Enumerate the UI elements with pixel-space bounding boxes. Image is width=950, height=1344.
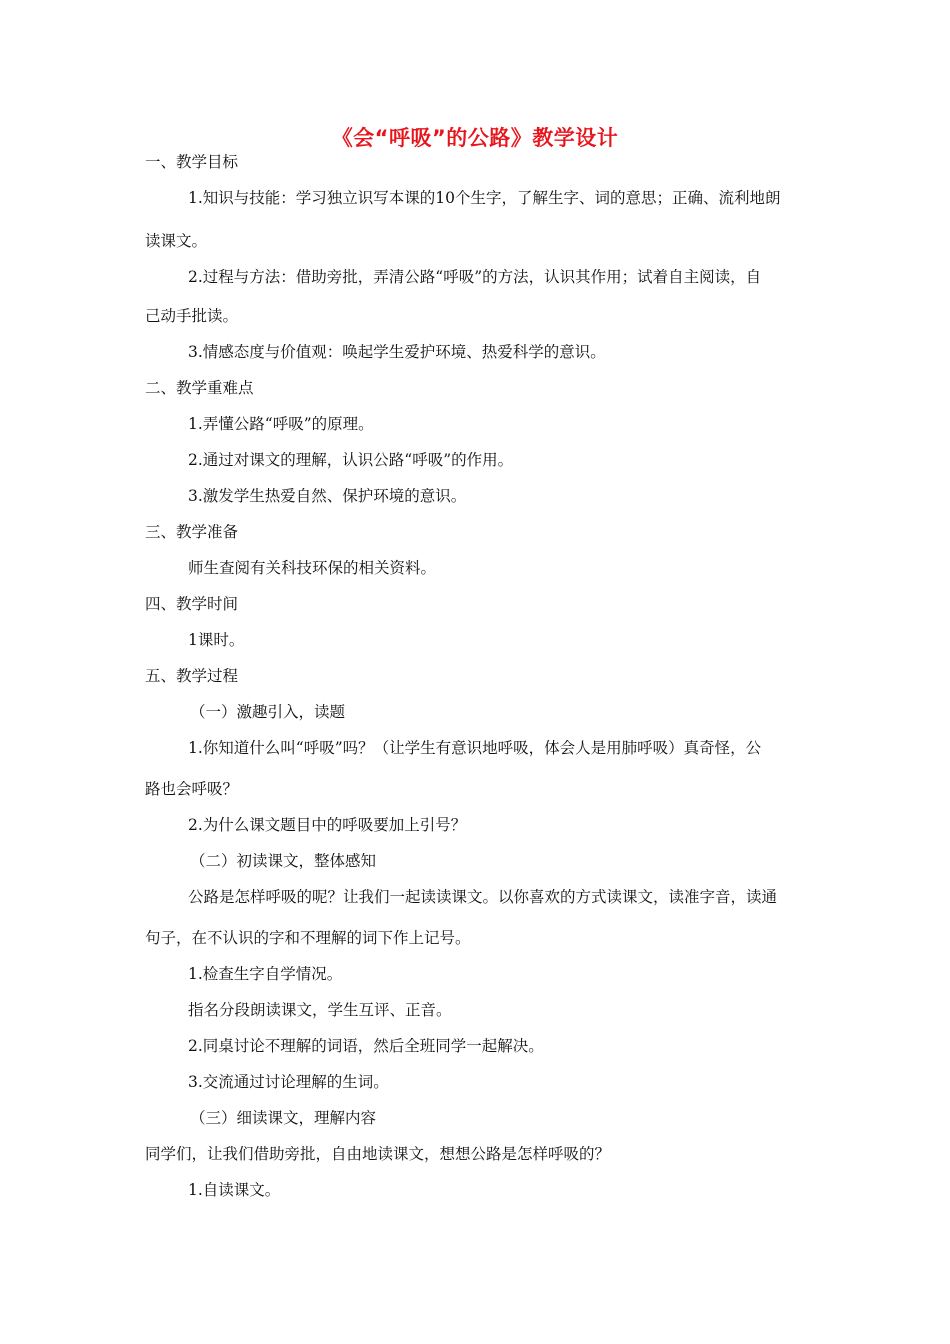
- document-title: 《会“呼吸”的公路》教学设计: [331, 126, 619, 150]
- section-heading: 三、教学准备: [145, 523, 239, 541]
- paragraph-line: 1.弄懂公路“呼吸”的原理。: [188, 415, 374, 433]
- paragraph-line: 1.检查生字自学情况。: [188, 965, 343, 983]
- subsection-heading: （二）初读课文，整体感知: [190, 852, 377, 870]
- paragraph-line: 师生查阅有关科技环保的相关资料。: [188, 559, 437, 577]
- section-heading: 四、教学时间: [145, 595, 239, 613]
- paragraph-line: 路也会呼吸？: [145, 780, 239, 798]
- section-heading: 一、教学目标: [145, 153, 239, 171]
- paragraph-line: 2.过程与方法：借助旁批，弄清公路“呼吸”的方法，认识其作用；试着自主阅读，自: [188, 268, 762, 286]
- paragraph-line: 公路是怎样呼吸的呢？让我们一起读读课文。以你喜欢的方式读课文，读准字音，读通: [188, 888, 778, 906]
- subsection-heading: （三）细读课文，理解内容: [190, 1109, 377, 1127]
- subsection-heading: （一）激趣引入，读题: [190, 703, 346, 721]
- paragraph-line: 1.自读课文。: [188, 1181, 281, 1199]
- paragraph-line: 句子，在不认识的字和不理解的词下作上记号。: [145, 929, 471, 947]
- paragraph-line: 己动手批读。: [145, 307, 239, 325]
- paragraph-line: 指名分段朗读课文，学生互评、正音。: [188, 1001, 452, 1019]
- section-heading: 五、教学过程: [145, 667, 239, 685]
- paragraph-line: 3.激发学生热爱自然、保护环境的意识。: [188, 487, 467, 505]
- paragraph-line: 3.情感态度与价值观：唤起学生爱护环境、热爱科学的意识。: [188, 343, 606, 361]
- paragraph-line: 读课文。: [145, 232, 208, 250]
- paragraph-line: 1.知识与技能：学习独立识写本课的10个生字，了解生字、词的意思；正确、流利地朗: [188, 189, 781, 207]
- paragraph-line: 2.为什么课文题目中的呼吸要加上引号？: [188, 816, 467, 834]
- section-heading: 二、教学重难点: [145, 379, 254, 397]
- paragraph-line: 同学们，让我们借助旁批，自由地读课文，想想公路是怎样呼吸的？: [145, 1145, 611, 1163]
- paragraph-line: 2.同桌讨论不理解的词语，然后全班同学一起解决。: [188, 1037, 544, 1055]
- paragraph-line: 1.你知道什么叫“呼吸”吗？（让学生有意识地呼吸，体会人是用肺呼吸）真奇怪，公: [188, 739, 762, 757]
- paragraph-line: 1课时。: [188, 631, 245, 649]
- paragraph-line: 2.通过对课文的理解，认识公路“呼吸”的作用。: [188, 451, 514, 469]
- paragraph-line: 3.交流通过讨论理解的生词。: [188, 1073, 389, 1091]
